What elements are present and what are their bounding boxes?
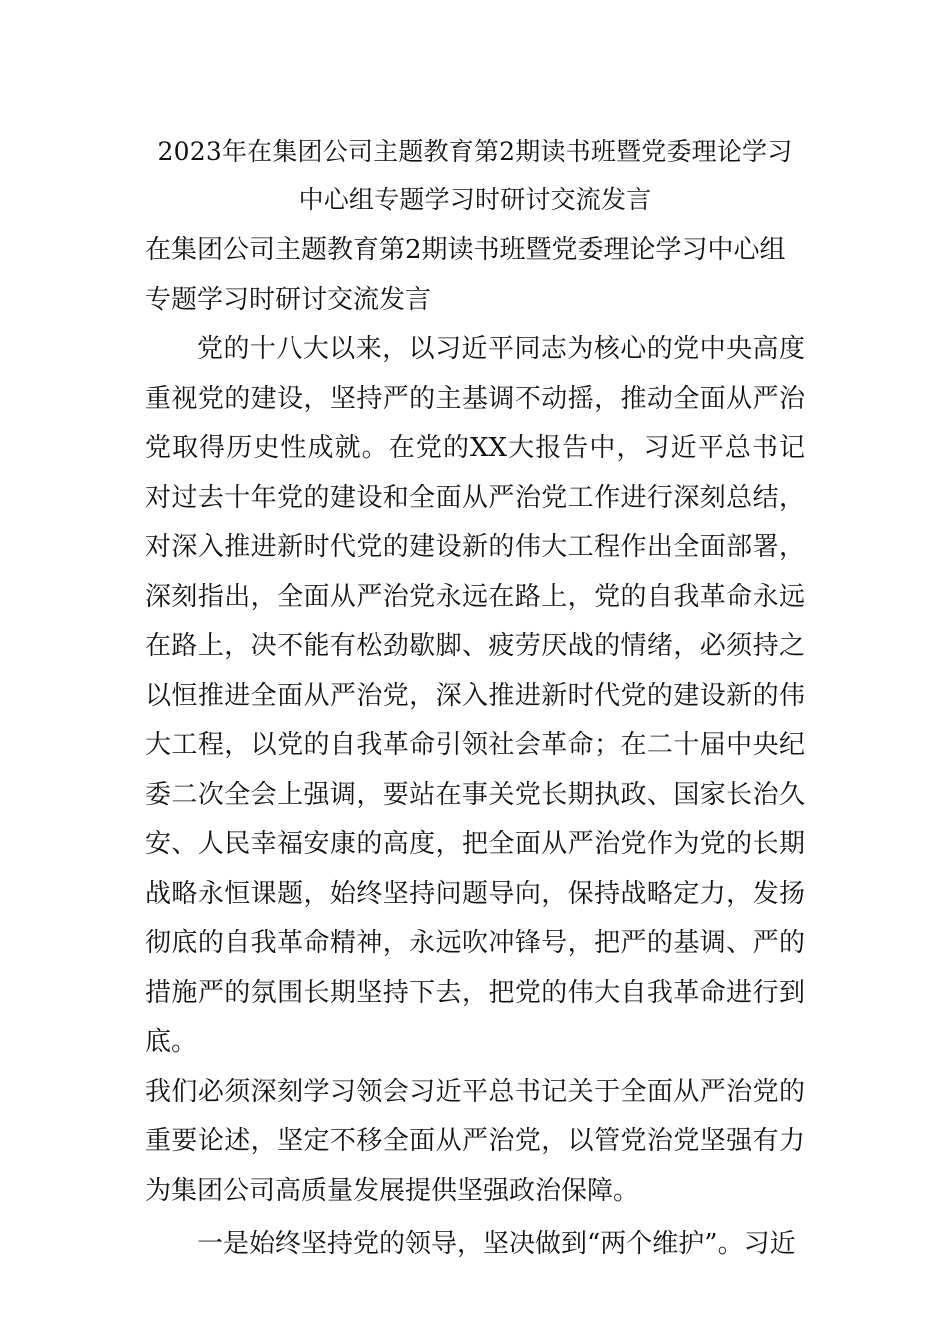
document-subtitle: 在集团公司主题教育第2期读书班暨党委理论学习中心组专题学习时研讨交流发言: [145, 235, 786, 315]
document-title: 2023年在集团公司主题教育第2期读书班暨党委理论学习中心组专题学习时研讨交流发言: [157, 137, 793, 214]
body-paragraph-3: 一是始终坚持党的领导，坚决做到“两个维护”。习近: [197, 1229, 796, 1259]
body-paragraph-2: 我们必须深刻学习领会习近平总书记关于全面从严治党的重要论述，坚定不移全面从严治党，以管党治党坚强有力为集团公司高质量发展提供坚强政治保障。: [145, 1076, 805, 1206]
body-paragraph-1: 党的十八大以来，以习近平同志为核心的党中央高度重视党的建设，坚持严的主基调不动摇，推动全面从严治党取得历史性成就。在党的XX大报告中，习近平总书记对过去十年党的建设和全面从严治党工作进行深刻总结，对深入推进新时代党的建设新的伟大工程作出全面部署，深刻指出，全面从严治党永远在路上，党的自我革命永远在路上，决不能有松劲歇脚、疲劳厌战的情绪，必须持之以恒推进全面从严治党，深入推进新时代党的建设新的伟大工程，以党的自我革命引领社会革命；在二十届中央纪委二次全会上强调，要站在事关党长期执政、国家长治久安、人民幸福安康的高度，把全面从严治党作为党的长期战略永恒课题，始终坚持问题导向，保持战略定力，发扬彻底的自我革命精神，永远吹冲锋号，把严的基调、严的措施严的氛围长期坚持下去，把党的伟大自我革命进行到底。: [145, 334, 805, 1057]
document-page: [145, 128, 805, 1270]
